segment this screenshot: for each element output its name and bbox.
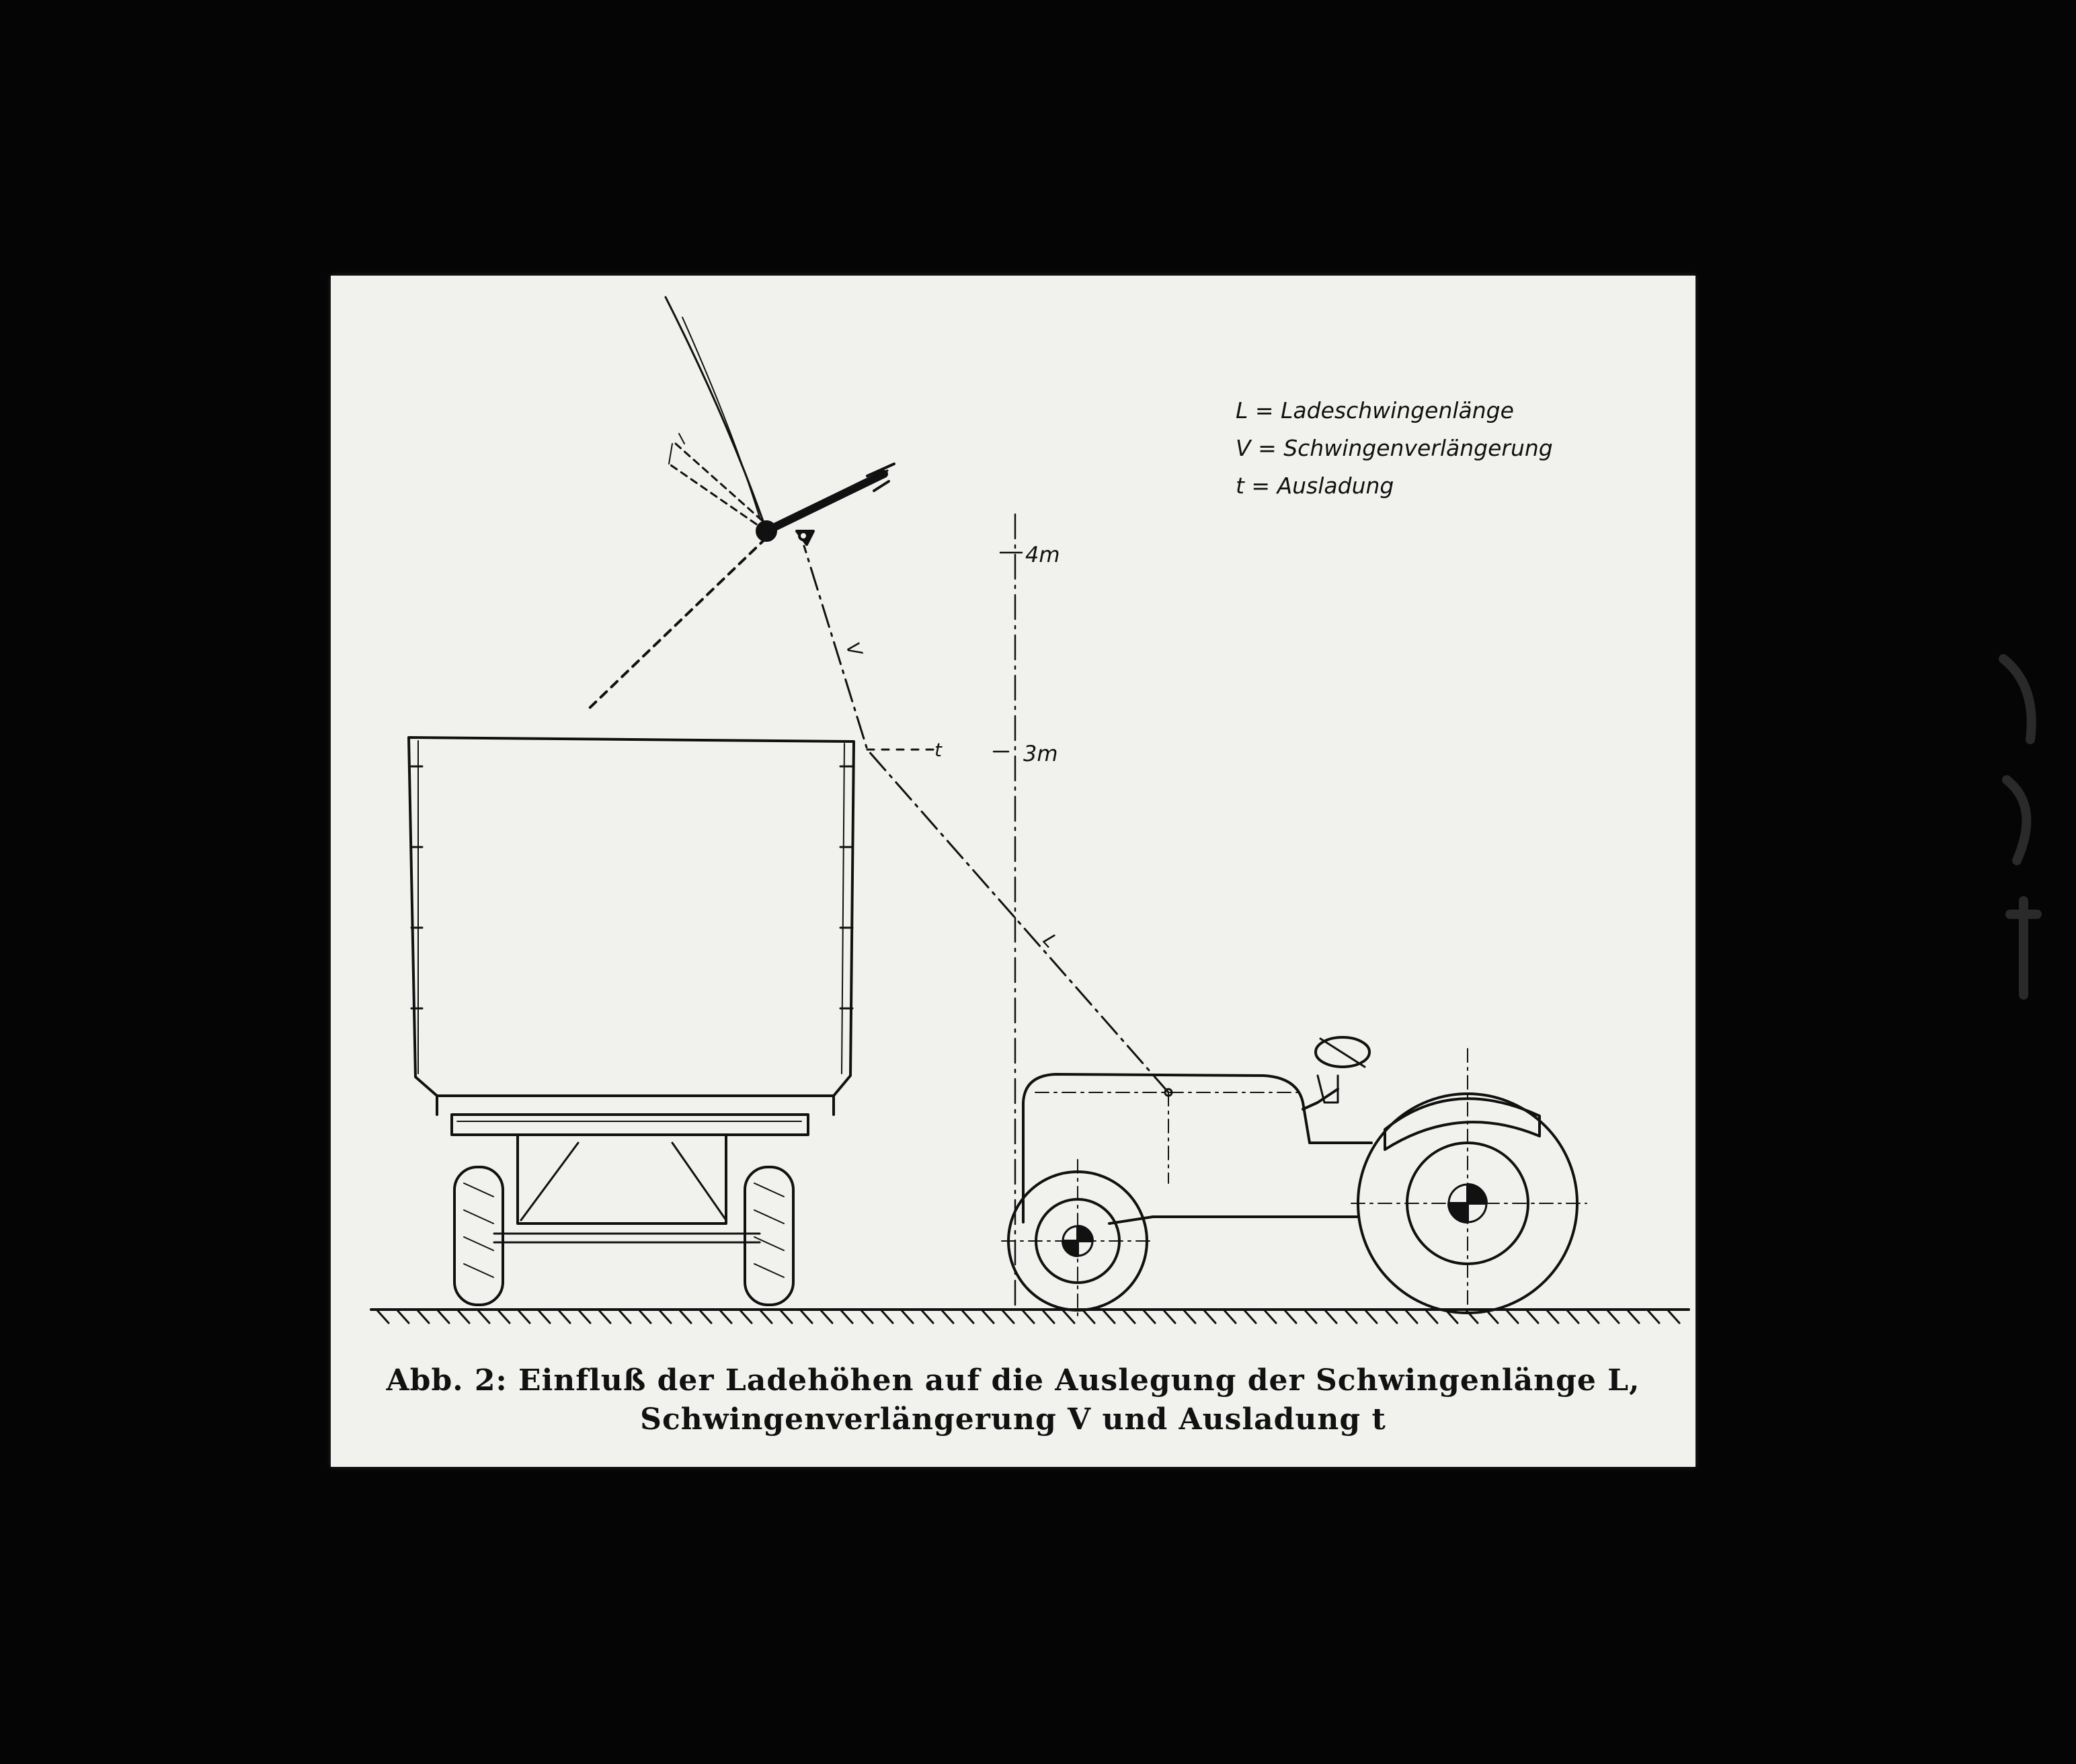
caption-line-1: Abb. 2: Einfluß der Ladehöhen auf die Auslegung der Schwingenlänge L, (386, 1363, 1640, 1398)
dimension-label-V: V (841, 639, 867, 659)
slide-edge-mark (1990, 645, 2050, 1022)
scale-label-lower: 3m (1023, 741, 1058, 766)
trailer (409, 737, 854, 1305)
figure-caption (331, 1361, 1695, 1439)
dimension-label-L: L (1038, 929, 1062, 953)
loader-arm (588, 538, 1172, 1096)
tractor (1002, 1037, 1587, 1318)
legend (1236, 397, 1553, 499)
legend-item-V: V = Schwingenverlängerung (1236, 435, 1553, 461)
scale-label-upper: 4m (1025, 542, 1060, 567)
height-scale-line (994, 514, 1022, 1310)
dimension-label-t: t (934, 739, 942, 761)
legend-item-t: t = Ausladung (1236, 473, 1394, 499)
legend-item-L: L = Ladeschwingenlänge (1236, 397, 1514, 424)
caption-line-2: Schwingenverlängerung V und Ausladung t (640, 1402, 1386, 1437)
loader-bucket (666, 297, 894, 545)
